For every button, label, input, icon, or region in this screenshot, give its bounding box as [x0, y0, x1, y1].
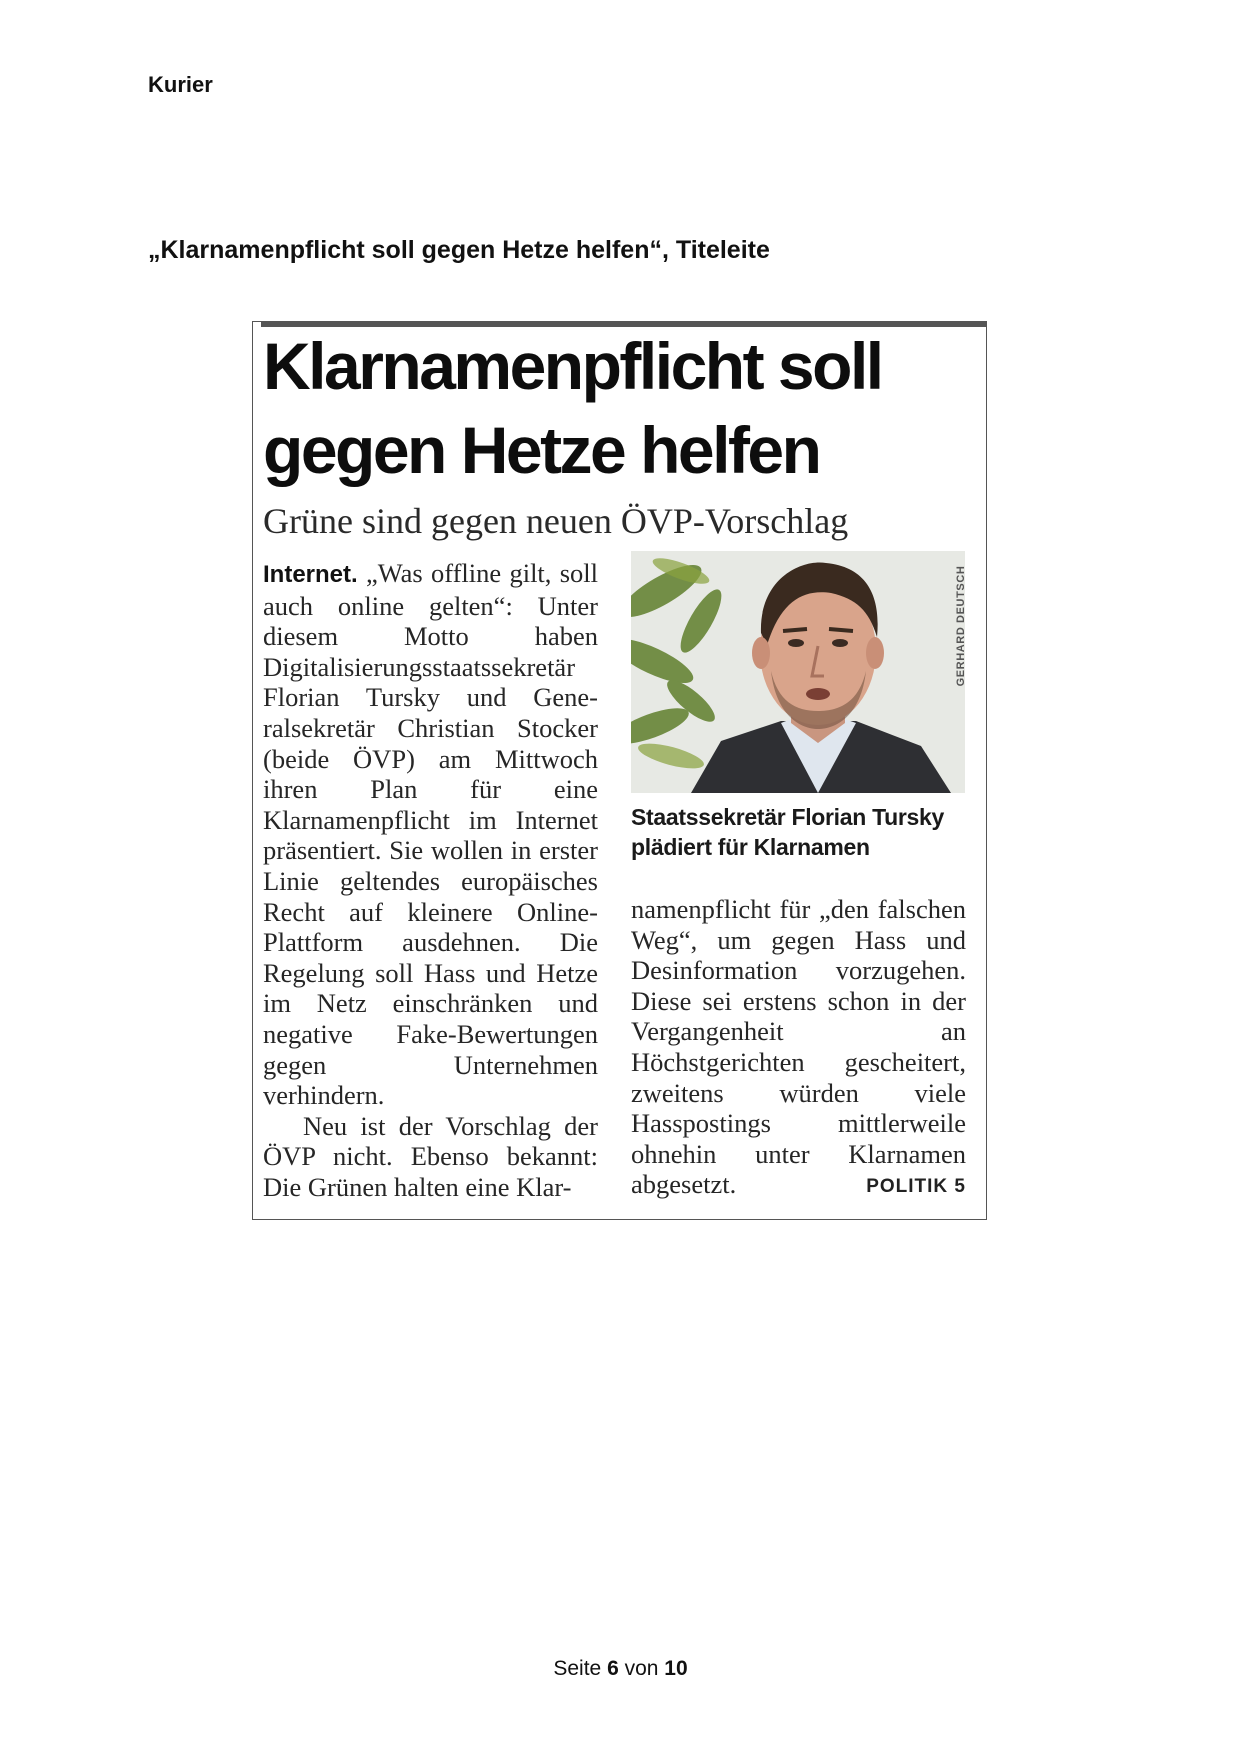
article-paragraph-2: Neu ist der Vorschlag der ÖVP nicht. Ebenso bekannt: Die Grünen halten eine Klar-	[263, 1110, 598, 1202]
article-column-right	[631, 894, 966, 1203]
article-headline	[263, 324, 963, 492]
footer-prefix: Seite	[553, 1657, 602, 1680]
footer-total-pages: 10	[664, 1657, 688, 1680]
headline-line-1: Klarnamenpflicht soll	[263, 329, 882, 403]
photo-credit: GERHARD DEUTSCH	[955, 565, 967, 687]
page-reference: POLITIK 5	[866, 1176, 966, 1198]
article-subheadline: Grüne sind gegen neuen ÖVP-Vorschlag	[263, 501, 849, 541]
photo-caption: Staatssekretär Florian Tursky plädiert für Klarnamen	[631, 804, 945, 860]
newspaper-clipping	[252, 321, 987, 1220]
headline-line-2: gegen Hetze helfen	[263, 413, 820, 487]
footer-separator: von	[624, 1657, 659, 1680]
page-footer	[0, 1657, 1241, 1681]
portrait-photo	[631, 551, 965, 793]
footer-current-page: 6	[607, 1657, 619, 1680]
publication-name: Kurier	[148, 72, 213, 97]
article-kicker: Internet.	[263, 561, 358, 588]
article-paragraph-1: „Was offline gilt, soll auch online gelten“: Unter diesem Motto haben Digitalisierungsstaatssekretär Florian Tursky und Generalsekretär Christian Stocker (beide ÖVP) am Mittwoch ihren Plan für eine Klarnamenpflicht im Internet präsentiert. Sie wollen in erster Linie geltendes europäisches Recht auf kleinere Online-Plattform ausdehnen. Die Regelung soll Hass und Hetze im Netz einschränken und negative Fake-Bewertungen gegen Unternehmen verhindern.	[263, 558, 598, 1111]
article-column-left	[263, 558, 598, 1202]
document-heading: „Klarnamenpflicht soll gegen Hetze helfen“, Titeleite	[148, 236, 770, 264]
article-paragraph-3: namenpflicht für „den falschen Weg“, um gegen Hass und Desinformation vorzugehen. Diese sei erstens schon in der Vergangenheit an Höchstgerichten gescheitert, zweitens würden viele Hasspostings mittlerweile ohnehin unter Klarnamen abgesetzt.	[631, 894, 966, 1200]
